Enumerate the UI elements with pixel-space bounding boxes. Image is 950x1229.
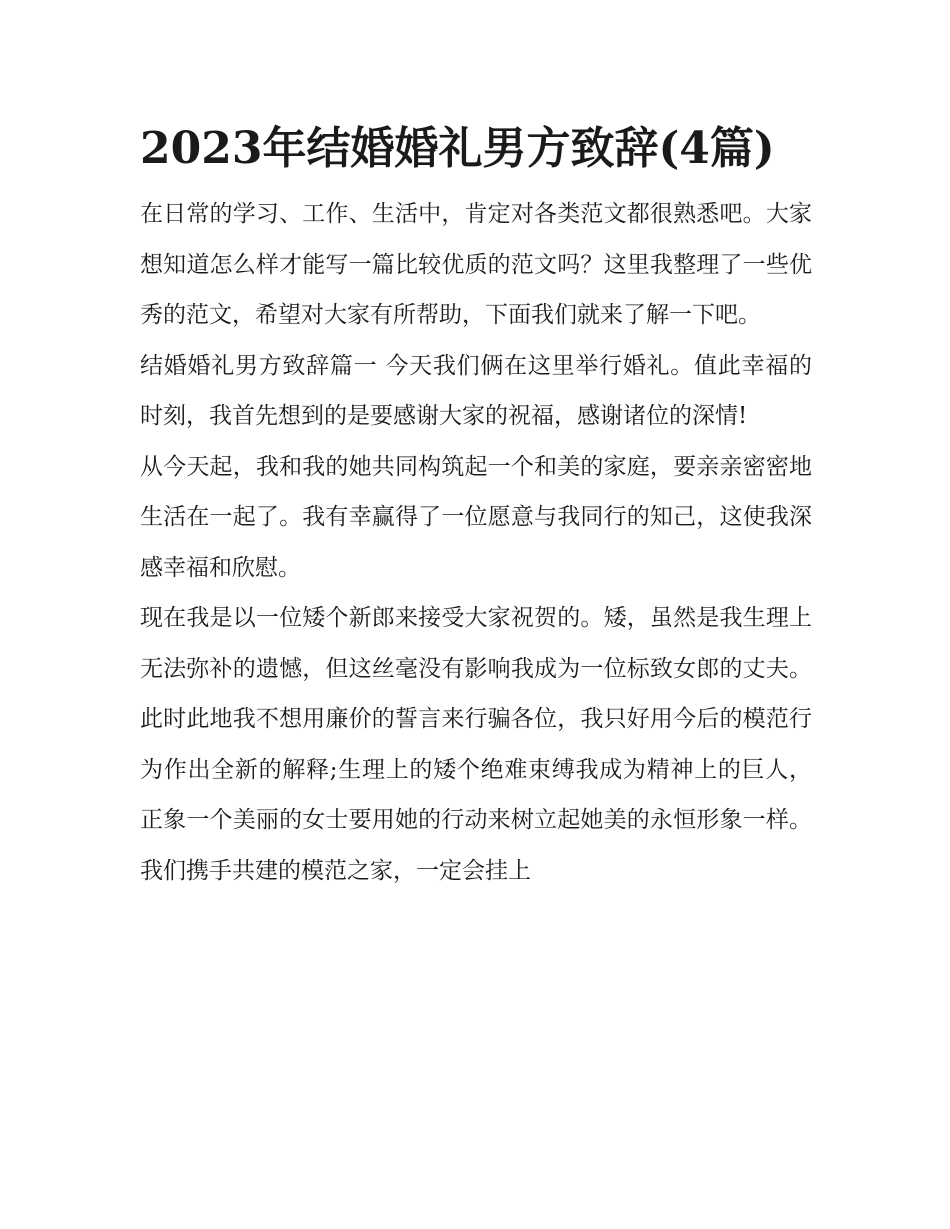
paragraph-intro: 在日常的学习、工作、生活中，肯定对各类范文都很熟悉吧。大家想知道怎么样才能写一篇比较优质的范文吗？这里我整理了一些优秀的范文，希望对大家有所帮助，下面我们就来了解一下吧。 — [140, 201, 812, 328]
document-title: 2023年结婚婚礼男方致辞(4篇) — [140, 123, 775, 174]
paragraph-speech-opening: 结婚婚礼男方致辞篇一 今天我们俩在这里举行婚礼。值此幸福的时刻，我首先想到的是要感谢大家的祝福，感谢诸位的深情! — [140, 352, 812, 429]
paragraph-groom: 现在我是以一位矮个新郎来接受大家祝贺的。矮，虽然是我生理上无法弥补的遗憾，但这丝毫没有影响我成为一位标致女郎的丈夫。此时此地我不想用廉价的誓言来行骗各位，我只好用今后的模范行为作出全新的解释;生理上的矮个绝难束缚我成为精神上的巨人，正象一个美丽的女士要用她的行动来树立起她美的永恒形象一样。我们携手共建的模范之家，一定会挂上 — [140, 605, 812, 884]
document-page — [140, 118, 812, 896]
paragraph-family: 从今天起，我和我的她共同构筑起一个和美的家庭，要亲亲密密地生活在一起了。我有幸赢得了一位愿意与我同行的知己，这使我深感幸福和欣慰。 — [140, 453, 812, 581]
